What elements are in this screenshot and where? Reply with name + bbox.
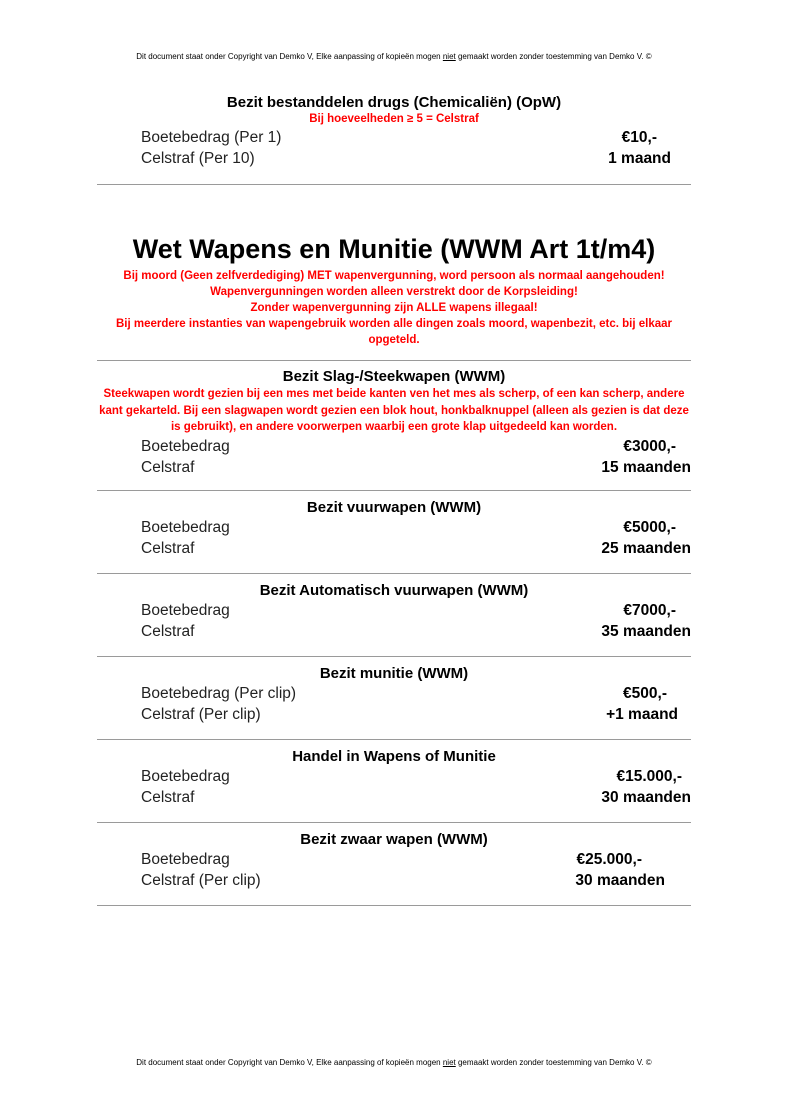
section-vuurwapen	[97, 499, 691, 559]
wwm-note: Wapenvergunningen worden alleen verstrekt door de Korpsleiding!	[210, 286, 578, 298]
jail-row	[97, 621, 691, 642]
divider	[97, 573, 691, 574]
section-title: Bezit munitie (WWM)	[319, 665, 469, 682]
header-copyright	[0, 52, 788, 61]
row-label: Boetebedrag (Per 1)	[141, 129, 282, 146]
wwm-notes	[97, 268, 691, 348]
row-value: €500,-	[623, 685, 667, 702]
row-value: €5000,-	[623, 519, 676, 536]
row-label: Boetebedrag	[141, 851, 230, 868]
section-note: Bij hoeveelheden ≥ 5 = Celstraf	[309, 113, 479, 125]
fine-row	[97, 436, 691, 457]
section-slagwapen	[97, 368, 691, 478]
jail-row	[97, 870, 691, 891]
row-label: Celstraf	[141, 540, 195, 557]
copyright-icon: ©	[645, 52, 652, 61]
section-title: Bezit bestanddelen drugs (Chemicaliën) (OpW)	[226, 94, 562, 111]
row-label: Celstraf	[141, 623, 195, 640]
copyright-text-underlined: niet	[442, 1058, 456, 1067]
jail-row	[97, 538, 691, 559]
section-title: Bezit vuurwapen (WWM)	[306, 499, 482, 516]
row-label: Celstraf	[141, 458, 195, 476]
section-title: Bezit Automatisch vuurwapen (WWM)	[259, 582, 529, 599]
row-label: Celstraf (Per 10)	[141, 150, 255, 167]
jail-row	[97, 148, 691, 169]
wwm-note: Zonder wapenvergunning zijn ALLE wapens illegaal!	[250, 302, 538, 314]
row-label: Celstraf (Per clip)	[141, 872, 261, 889]
fine-row	[97, 849, 691, 870]
section-zwaar-wapen	[97, 831, 691, 891]
section-title: Handel in Wapens of Munitie	[292, 748, 496, 765]
section-automatisch-vuurwapen	[97, 582, 691, 642]
divider	[97, 656, 691, 657]
row-value: 35 maanden	[601, 623, 691, 640]
fine-row	[97, 766, 691, 787]
wwm-note: Bij meerdere instanties van wapengebruik worden alle dingen zoals moord, wapenbezit, etc. bij elkaar opgeteld.	[116, 318, 672, 346]
jail-row	[97, 704, 691, 725]
jail-row	[97, 787, 691, 808]
fine-row	[97, 683, 691, 704]
copyright-text-underlined: niet	[442, 52, 456, 61]
row-value: €15.000,-	[616, 768, 682, 785]
section-drugs	[97, 94, 691, 169]
fine-row	[97, 600, 691, 621]
row-value: 30 maanden	[575, 872, 665, 889]
row-value: 1 maand	[608, 150, 671, 167]
divider	[97, 360, 691, 361]
row-label: Celstraf	[141, 789, 195, 806]
row-value: €25.000,-	[576, 851, 642, 868]
fine-row	[97, 127, 691, 148]
section-munitie	[97, 665, 691, 725]
row-value: 15 maanden	[601, 458, 691, 476]
footer-copyright	[0, 1058, 788, 1067]
copyright-text-post: gemaakt worden zonder toestemming van Demko V.	[455, 1058, 644, 1067]
copyright-icon: ©	[645, 1058, 652, 1067]
section-handel	[97, 748, 691, 808]
divider	[97, 490, 691, 491]
copyright-text-post: gemaakt worden zonder toestemming van Demko V.	[455, 52, 644, 61]
section-title: Bezit Slag-/Steekwapen (WWM)	[282, 368, 506, 385]
wwm-note: Bij moord (Geen zelfverdediging) MET wapenvergunning, word persoon als normaal aangehouden!	[123, 270, 665, 282]
row-label: Celstraf (Per clip)	[141, 706, 261, 723]
divider	[97, 739, 691, 740]
row-value: €7000,-	[623, 602, 676, 619]
row-value: 25 maanden	[601, 540, 691, 557]
row-label: Boetebedrag	[141, 768, 230, 785]
section-title: Bezit zwaar wapen (WWM)	[300, 831, 488, 848]
jail-row	[97, 457, 691, 478]
row-label: Boetebedrag	[141, 602, 230, 619]
row-label: Boetebedrag	[141, 437, 230, 455]
fine-row	[97, 517, 691, 538]
page-title: Wet Wapens en Munitie (WWM Art 1t/m4)	[132, 234, 656, 264]
copyright-text-pre: Dit document staat onder Copyright van Demko V, Elke aanpassing of kopieën mogen	[136, 52, 443, 61]
row-label: Boetebedrag	[141, 519, 230, 536]
row-value: 30 maanden	[601, 789, 691, 806]
divider	[97, 184, 691, 185]
row-value: €10,-	[621, 129, 657, 146]
copyright-text-pre: Dit document staat onder Copyright van Demko V, Elke aanpassing of kopieën mogen	[136, 1058, 443, 1067]
row-value: +1 maand	[606, 706, 678, 723]
section-note: Steekwapen wordt gezien bij een mes met beide kanten ven het mes als scherp, of een kan scherp, andere kant gekarteld. Bij een slagwapen wordt gezien een blok hout, honkbalknuppel (alleen als gezien is dat deze is gebruikt), en andere voorwerpen waarbij een grote klap uitgedeeld kan worden.	[99, 388, 689, 433]
row-value: €3000,-	[623, 437, 676, 455]
row-label: Boetebedrag (Per clip)	[141, 685, 297, 702]
divider	[97, 905, 691, 906]
divider	[97, 822, 691, 823]
